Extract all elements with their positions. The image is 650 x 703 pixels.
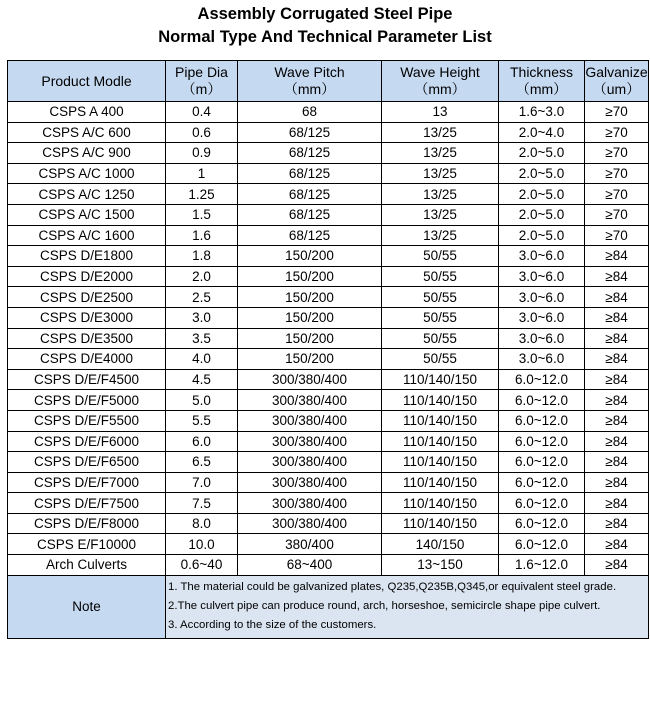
cell-thickness: 6.0~12.0 (499, 410, 585, 431)
table-row (8, 555, 649, 576)
cell-pipe-dia: 5.5 (166, 410, 238, 431)
cell-wave-height: 50/55 (382, 287, 499, 308)
cell-galvanize: ≥84 (585, 555, 649, 576)
cell-galvanize: ≥84 (585, 513, 649, 534)
cell-wave-pitch: 300/380/400 (238, 431, 382, 452)
cell-thickness: 2.0~4.0 (499, 122, 585, 143)
cell-galvanize: ≥84 (585, 472, 649, 493)
cell-thickness: 6.0~12.0 (499, 452, 585, 473)
cell-wave-pitch: 68~400 (238, 555, 382, 576)
cell-wave-height: 140/150 (382, 534, 499, 555)
table-row (8, 472, 649, 493)
table-row (8, 266, 649, 287)
cell-wave-height: 50/55 (382, 246, 499, 267)
cell-galvanize: ≥84 (585, 390, 649, 411)
cell-wave-height: 110/140/150 (382, 369, 499, 390)
cell-pipe-dia: 4.5 (166, 369, 238, 390)
cell-wave-pitch: 300/380/400 (238, 472, 382, 493)
cell-wave-height: 13/25 (382, 184, 499, 205)
cell-galvanize: ≥84 (585, 369, 649, 390)
cell-thickness: 1.6~12.0 (499, 555, 585, 576)
cell-galvanize: ≥70 (585, 225, 649, 246)
cell-wave-pitch: 150/200 (238, 246, 382, 267)
cell-thickness: 6.0~12.0 (499, 493, 585, 514)
table-body (8, 102, 649, 576)
cell-model: CSPS D/E2500 (8, 287, 166, 308)
cell-wave-pitch: 68/125 (238, 163, 382, 184)
cell-wave-pitch: 150/200 (238, 307, 382, 328)
cell-model: CSPS E/F10000 (8, 534, 166, 555)
cell-wave-height: 13~150 (382, 555, 499, 576)
cell-thickness: 3.0~6.0 (499, 266, 585, 287)
cell-pipe-dia: 6.0 (166, 431, 238, 452)
cell-galvanize: ≥84 (585, 534, 649, 555)
cell-wave-height: 50/55 (382, 349, 499, 370)
cell-thickness: 6.0~12.0 (499, 431, 585, 452)
cell-wave-height: 110/140/150 (382, 431, 499, 452)
document-title (0, 3, 650, 49)
cell-model: CSPS A/C 1600 (8, 225, 166, 246)
note-line: 2.The culvert pipe can produce round, arch, horseshoe, semicircle shape pipe culvert. (168, 599, 601, 612)
cell-pipe-dia: 1.5 (166, 204, 238, 225)
cell-model: CSPS D/E/F4500 (8, 369, 166, 390)
cell-thickness: 6.0~12.0 (499, 472, 585, 493)
cell-model: CSPS A/C 1500 (8, 204, 166, 225)
table-row (8, 349, 649, 370)
cell-model: Arch Culverts (8, 555, 166, 576)
table-row (8, 102, 649, 123)
note-label: Note (8, 575, 166, 638)
cell-wave-height: 110/140/150 (382, 390, 499, 411)
cell-thickness: 6.0~12.0 (499, 390, 585, 411)
cell-model: CSPS D/E/F7000 (8, 472, 166, 493)
table-row (8, 369, 649, 390)
cell-thickness: 2.0~5.0 (499, 225, 585, 246)
cell-model: CSPS A/C 1250 (8, 184, 166, 205)
cell-model: CSPS D/E/F6500 (8, 452, 166, 473)
cell-galvanize: ≥70 (585, 143, 649, 164)
table-row (8, 287, 649, 308)
cell-wave-pitch: 300/380/400 (238, 390, 382, 411)
cell-galvanize: ≥70 (585, 122, 649, 143)
header-row (8, 61, 649, 102)
note-row (8, 575, 649, 638)
cell-galvanize: ≥84 (585, 246, 649, 267)
cell-galvanize: ≥84 (585, 410, 649, 431)
cell-model: CSPS D/E2000 (8, 266, 166, 287)
cell-wave-height: 50/55 (382, 307, 499, 328)
cell-model: CSPS D/E3500 (8, 328, 166, 349)
cell-pipe-dia: 8.0 (166, 513, 238, 534)
cell-thickness: 2.0~5.0 (499, 204, 585, 225)
col-header-wave-height: Wave Height （mm） (382, 61, 499, 102)
cell-wave-height: 13/25 (382, 225, 499, 246)
table-row (8, 431, 649, 452)
cell-thickness: 1.6~3.0 (499, 102, 585, 123)
col-header-wave-pitch: Wave Pitch （mm） (238, 61, 382, 102)
cell-wave-pitch: 150/200 (238, 328, 382, 349)
table-row (8, 122, 649, 143)
cell-model: CSPS D/E/F8000 (8, 513, 166, 534)
cell-wave-pitch: 300/380/400 (238, 410, 382, 431)
cell-wave-pitch: 68 (238, 102, 382, 123)
cell-thickness: 2.0~5.0 (499, 163, 585, 184)
cell-galvanize: ≥84 (585, 287, 649, 308)
cell-thickness: 3.0~6.0 (499, 328, 585, 349)
cell-wave-pitch: 150/200 (238, 349, 382, 370)
note-line: 1. The material could be galvanized plates, Q235,Q235B,Q345,or equivalent steel grade. (168, 580, 617, 593)
cell-model: CSPS D/E4000 (8, 349, 166, 370)
cell-pipe-dia: 7.5 (166, 493, 238, 514)
table-row (8, 204, 649, 225)
cell-pipe-dia: 0.9 (166, 143, 238, 164)
cell-galvanize: ≥70 (585, 184, 649, 205)
cell-wave-pitch: 300/380/400 (238, 369, 382, 390)
cell-wave-pitch: 380/400 (238, 534, 382, 555)
cell-wave-pitch: 68/125 (238, 143, 382, 164)
cell-pipe-dia: 1.6 (166, 225, 238, 246)
table-row (8, 410, 649, 431)
cell-pipe-dia: 6.5 (166, 452, 238, 473)
table-row (8, 328, 649, 349)
cell-wave-height: 110/140/150 (382, 410, 499, 431)
table-row (8, 513, 649, 534)
cell-galvanize: ≥84 (585, 307, 649, 328)
cell-galvanize: ≥70 (585, 204, 649, 225)
cell-wave-pitch: 68/125 (238, 184, 382, 205)
cell-model: CSPS A/C 900 (8, 143, 166, 164)
cell-thickness: 3.0~6.0 (499, 349, 585, 370)
cell-wave-pitch: 68/125 (238, 204, 382, 225)
cell-pipe-dia: 0.4 (166, 102, 238, 123)
cell-pipe-dia: 10.0 (166, 534, 238, 555)
cell-wave-height: 50/55 (382, 328, 499, 349)
cell-pipe-dia: 3.0 (166, 307, 238, 328)
cell-galvanize: ≥84 (585, 328, 649, 349)
cell-model: CSPS D/E3000 (8, 307, 166, 328)
cell-galvanize: ≥84 (585, 493, 649, 514)
cell-galvanize: ≥70 (585, 102, 649, 123)
col-header-model: Product Modle (8, 61, 166, 102)
cell-galvanize: ≥84 (585, 431, 649, 452)
cell-thickness: 3.0~6.0 (499, 307, 585, 328)
table-row (8, 534, 649, 555)
cell-thickness: 2.0~5.0 (499, 143, 585, 164)
table-row (8, 390, 649, 411)
cell-wave-pitch: 150/200 (238, 266, 382, 287)
cell-model: CSPS D/E/F5500 (8, 410, 166, 431)
cell-model: CSPS D/E/F5000 (8, 390, 166, 411)
cell-wave-height: 110/140/150 (382, 513, 499, 534)
cell-wave-height: 13/25 (382, 163, 499, 184)
note-line: 3. According to the size of the customers. (168, 618, 377, 631)
cell-model: CSPS A 400 (8, 102, 166, 123)
col-header-pipe-dia: Pipe Dia （m） (166, 61, 238, 102)
table-row (8, 143, 649, 164)
cell-model: CSPS A/C 1000 (8, 163, 166, 184)
cell-pipe-dia: 1.25 (166, 184, 238, 205)
table-row (8, 184, 649, 205)
cell-wave-height: 110/140/150 (382, 472, 499, 493)
cell-wave-height: 50/55 (382, 266, 499, 287)
cell-wave-height: 13/25 (382, 122, 499, 143)
cell-wave-height: 13/25 (382, 143, 499, 164)
cell-model: CSPS D/E1800 (8, 246, 166, 267)
cell-pipe-dia: 2.5 (166, 287, 238, 308)
col-header-thickness: Thickness （mm） (499, 61, 585, 102)
cell-wave-height: 110/140/150 (382, 452, 499, 473)
cell-pipe-dia: 0.6 (166, 122, 238, 143)
cell-thickness: 2.0~5.0 (499, 184, 585, 205)
cell-thickness: 6.0~12.0 (499, 534, 585, 555)
cell-pipe-dia: 3.5 (166, 328, 238, 349)
table-row (8, 246, 649, 267)
table-row (8, 163, 649, 184)
cell-wave-pitch: 68/125 (238, 225, 382, 246)
table-row (8, 452, 649, 473)
cell-pipe-dia: 7.0 (166, 472, 238, 493)
table-row (8, 307, 649, 328)
cell-model: CSPS D/E/F6000 (8, 431, 166, 452)
cell-thickness: 6.0~12.0 (499, 369, 585, 390)
cell-wave-pitch: 68/125 (238, 122, 382, 143)
table-header (8, 61, 649, 102)
parameter-table (7, 60, 649, 639)
cell-wave-pitch: 300/380/400 (238, 452, 382, 473)
cell-wave-height: 13 (382, 102, 499, 123)
cell-galvanize: ≥84 (585, 349, 649, 370)
cell-wave-pitch: 300/380/400 (238, 513, 382, 534)
table-row (8, 493, 649, 514)
cell-galvanize: ≥84 (585, 452, 649, 473)
cell-model: CSPS A/C 600 (8, 122, 166, 143)
table-row (8, 225, 649, 246)
cell-thickness: 6.0~12.0 (499, 513, 585, 534)
cell-pipe-dia: 1.8 (166, 246, 238, 267)
title-line-1: Assembly Corrugated Steel Pipe (197, 5, 453, 23)
note-section (8, 575, 649, 638)
cell-thickness: 3.0~6.0 (499, 287, 585, 308)
cell-pipe-dia: 0.6~40 (166, 555, 238, 576)
cell-galvanize: ≥70 (585, 163, 649, 184)
cell-galvanize: ≥84 (585, 266, 649, 287)
cell-wave-pitch: 150/200 (238, 287, 382, 308)
note-text (166, 575, 649, 638)
cell-wave-height: 13/25 (382, 204, 499, 225)
cell-wave-pitch: 300/380/400 (238, 493, 382, 514)
cell-thickness: 3.0~6.0 (499, 246, 585, 267)
cell-pipe-dia: 2.0 (166, 266, 238, 287)
cell-wave-height: 110/140/150 (382, 493, 499, 514)
col-header-galvanize: Galvanize （um） (585, 61, 649, 102)
cell-pipe-dia: 4.0 (166, 349, 238, 370)
cell-pipe-dia: 5.0 (166, 390, 238, 411)
cell-pipe-dia: 1 (166, 163, 238, 184)
cell-model: CSPS D/E/F7500 (8, 493, 166, 514)
title-line-2: Normal Type And Technical Parameter List (158, 28, 492, 46)
